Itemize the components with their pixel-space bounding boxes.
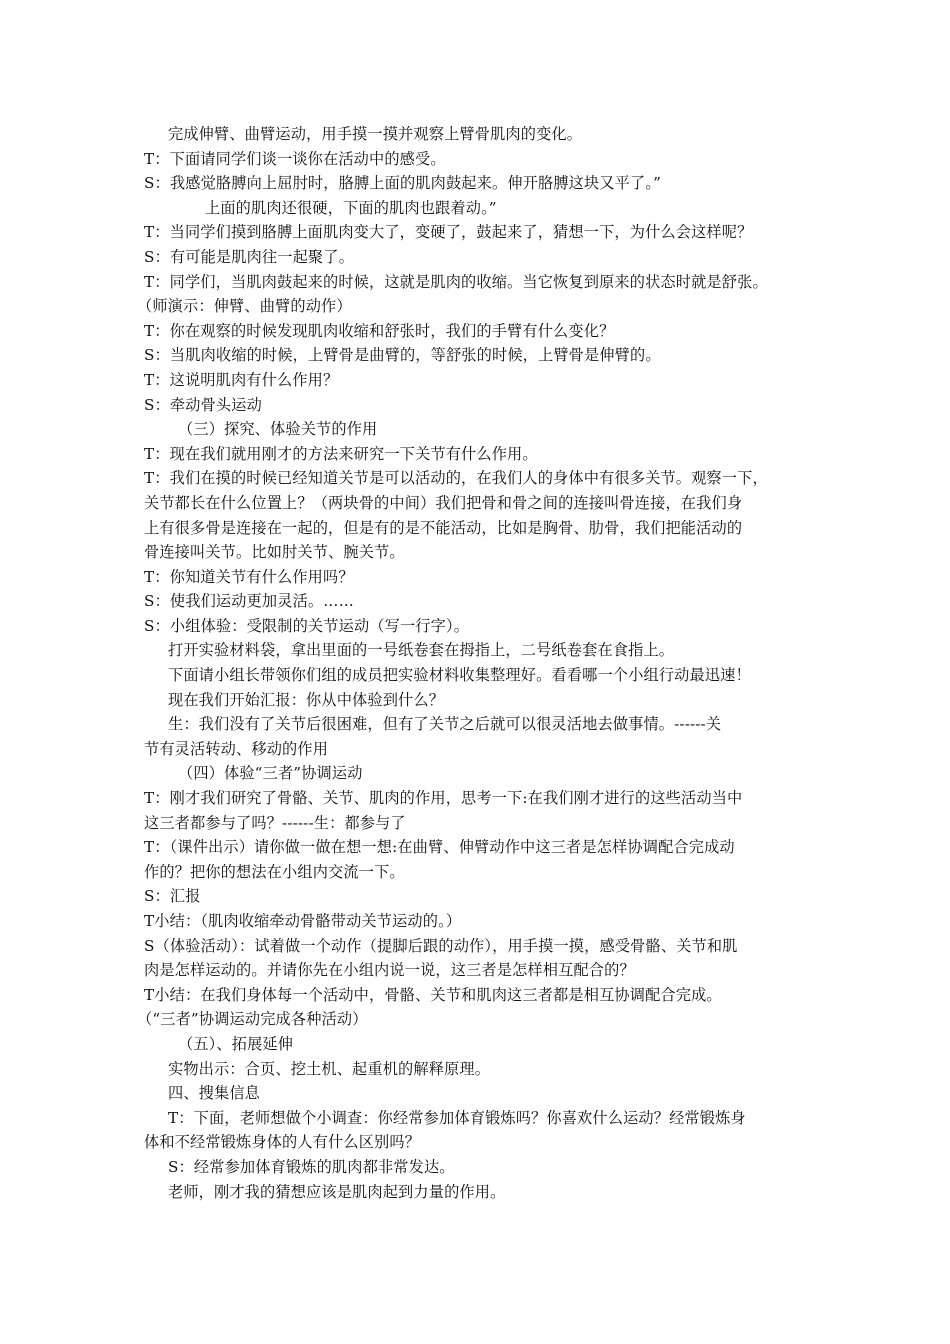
text-line: T：现在我们就用刚才的方法来研究一下关节有什么作用。 bbox=[144, 444, 538, 463]
text-line: S（体验活动）：试着做一个动作（提脚后跟的动作），用手摸一摸，感受骨骼、关节和肌 bbox=[144, 936, 738, 955]
text-line: T：你在观察的时候发现肌肉收缩和舒张时，我们的手臂有什么变化？ bbox=[144, 321, 615, 340]
text-line: T：（课件出示）请你做一做在想一想:在曲臂、伸臂动作中这三者是怎样协调配合完成动 bbox=[144, 838, 735, 857]
text-line: T：你知道关节有什么作用吗？ bbox=[144, 567, 354, 586]
section-heading: 四、搜集信息 bbox=[168, 1084, 261, 1103]
text-line: 节有灵活转动、移动的作用 bbox=[144, 739, 329, 758]
text-line: S：牵动骨头运动 bbox=[144, 395, 262, 414]
text-line: 作的？把你的想法在小组内交流一下。 bbox=[144, 862, 405, 881]
text-line: 打开实验材料袋，拿出里面的一号纸卷套在拇指上，二号纸卷套在食指上。 bbox=[168, 641, 675, 660]
text-line: 下面请小组长带领你们组的成员把实验材料收集整理好。看看哪一个小组行动最迅速！ bbox=[168, 666, 751, 685]
text-line: 实物出示：合页、挖土机、起重机的解释原理。 bbox=[168, 1059, 491, 1078]
text-line: T：刚才我们研究了骨骼、关节、肌肉的作用，思考一下:在我们刚才进行的这些活动当中 bbox=[144, 789, 743, 808]
section-heading: （三）探究、体验关节的作用 bbox=[178, 420, 378, 439]
text-line: 上面的肌肉还很硬，下面的肌肉也跟着动。” bbox=[205, 198, 497, 217]
text-line: T小结：（肌肉收缩牵动骨骼带动关节运动的。） bbox=[144, 912, 462, 930]
text-line: 生：我们没有了关节后很困难，但有了关节之后就可以很灵活地去做事情。------关 bbox=[168, 715, 722, 734]
text-line: 体和不经常锻炼身体的人有什么区别吗？ bbox=[144, 1133, 421, 1152]
text-line: 骨连接叫关节。比如肘关节、腕关节。 bbox=[144, 543, 405, 562]
text-line: （师演示：伸臂、曲臂的动作） bbox=[137, 297, 352, 316]
text-line: S：我感觉胳膊向上屈肘时，胳膊上面的肌肉鼓起来。伸开胳膊这块又平了。” bbox=[144, 174, 662, 193]
text-line: 肉是怎样运动的。并请你先在小组内说一说，这三者是怎样相互配合的？ bbox=[144, 961, 635, 980]
text-line: 老师，刚才我的猜想应该是肌肉起到力量的作用。 bbox=[168, 1182, 506, 1201]
text-line: 完成伸臂、曲臂运动，用手摸一摸并观察上臂骨肌肉的变化。 bbox=[168, 125, 583, 143]
text-line: T小结：在我们身体每一个活动中，骨骼、关节和肌肉这三者都是相互协调配合完成。 bbox=[144, 985, 722, 1004]
text-line: （“三者”协调运动完成各种活动） bbox=[137, 1010, 368, 1029]
text-line: 关节都长在什么位置上？（两块骨的中间）我们把骨和骨之间的连接叫骨连接，在我们身 bbox=[144, 493, 743, 512]
text-line: T：当同学们摸到胳膊上面肌肉变大了，变硬了，鼓起来了，猜想一下，为什么会这样呢？ bbox=[144, 223, 753, 242]
text-line: T：这说明肌肉有什么作用？ bbox=[144, 370, 339, 389]
text-line: 上有很多骨是连接在一起的，但是有的是不能活动，比如是胸骨、肋骨，我们把能活动的 bbox=[144, 518, 743, 537]
text-line: T：我们在摸的时候已经知道关节是可以活动的，在我们人的身体中有很多关节。观察一下， bbox=[144, 469, 768, 488]
text-line: S：使我们运动更加灵活。…… bbox=[144, 592, 354, 611]
text-line: 这三者都参与了吗？------生：都参与了 bbox=[144, 813, 406, 832]
section-heading: （四）体验“三者”协调运动 bbox=[178, 764, 363, 783]
section-heading: （五）、拓展延伸 bbox=[178, 1034, 294, 1053]
text-line: T：同学们，当肌肉鼓起来的时候，这就是肌肉的收缩。当它恢复到原来的状态时就是舒张。 bbox=[144, 272, 768, 291]
text-line: S：经常参加体育锻炼的肌肉都非常发达。 bbox=[168, 1157, 455, 1176]
text-line: T：下面请同学们谈一谈你在活动中的感受。 bbox=[144, 149, 446, 168]
text-line: S：汇报 bbox=[144, 887, 201, 906]
document-body bbox=[0, 122, 950, 1204]
text-line: S：有可能是肌肉往一起聚了。 bbox=[144, 247, 354, 266]
text-line: T：下面，老师想做个小调查：你经常参加体育锻炼吗？你喜欢什么运动？经常锻炼身 bbox=[168, 1108, 746, 1127]
text-line: S：当肌肉收缩的时候，上臂骨是曲臂的，等舒张的时候，上臂骨是伸臂的。 bbox=[144, 346, 661, 365]
text-line: 现在我们开始汇报：你从中体验到什么？ bbox=[168, 690, 445, 709]
text-line: S：小组体验：受限制的关节运动（写一行字）。 bbox=[144, 616, 470, 635]
